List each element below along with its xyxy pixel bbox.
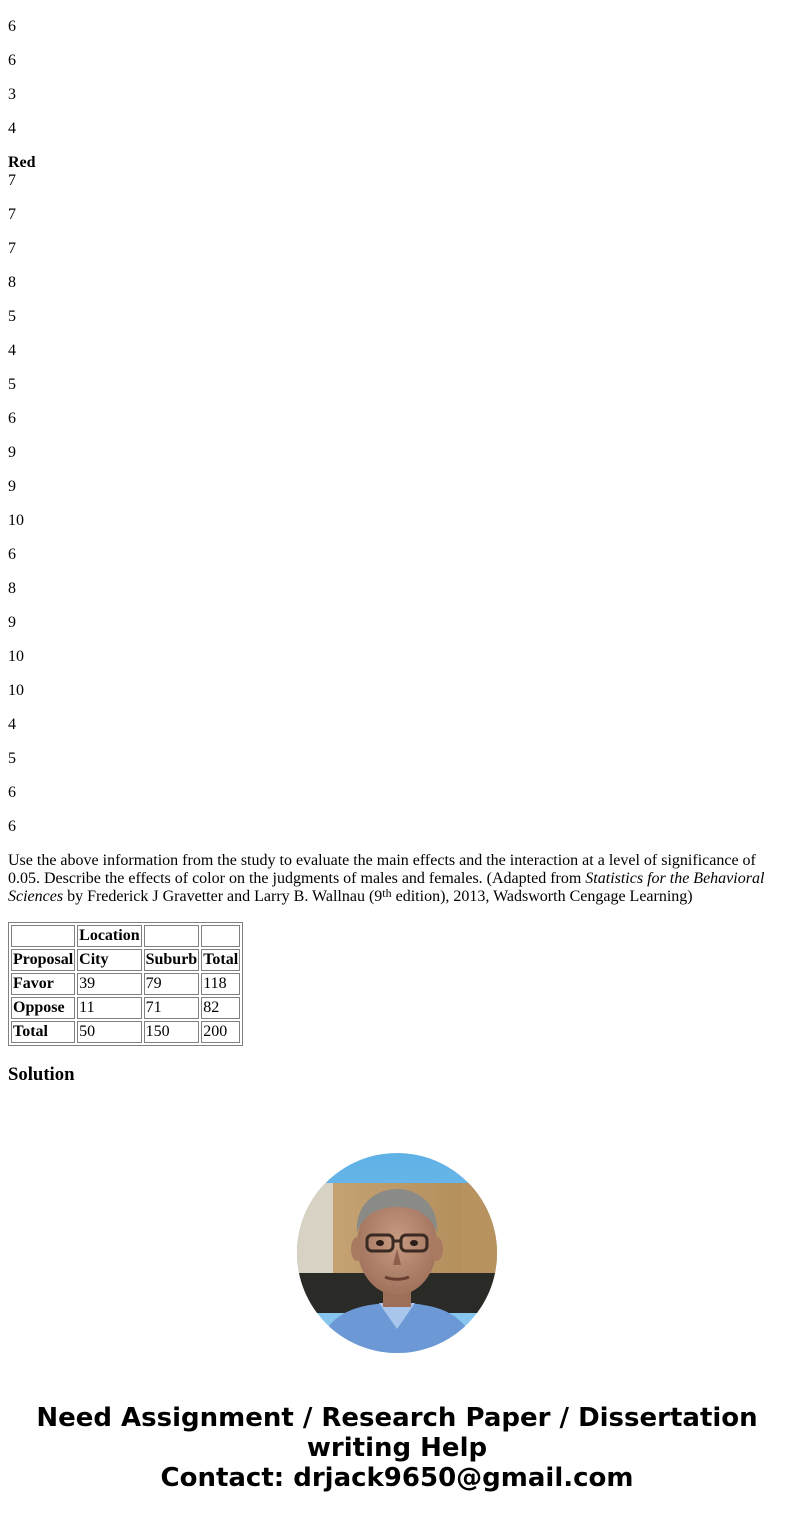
number-line: 10 — [8, 648, 24, 665]
number-line: 6 — [8, 546, 16, 563]
table-cell: 118 — [201, 973, 240, 995]
table-row — [11, 1021, 240, 1043]
table-cell: 150 — [144, 1021, 200, 1043]
table-cell: 11 — [77, 997, 141, 1019]
avatar-portrait-image — [297, 1153, 497, 1353]
table-cell: 82 — [201, 997, 240, 1019]
contingency-table — [8, 922, 243, 1046]
number-line: 4 — [8, 120, 16, 137]
table-cell — [201, 925, 240, 947]
table-cell: 79 — [144, 973, 200, 995]
table-header-cell: Proposal — [11, 949, 75, 971]
avatar — [297, 1153, 497, 1353]
top-number-list — [8, 0, 786, 138]
number-line: 8 — [8, 274, 16, 291]
number-line: 5 — [8, 308, 16, 325]
table-cell: 200 — [201, 1021, 240, 1043]
question-paragraph — [8, 852, 786, 906]
table-cell — [144, 925, 200, 947]
table-row-header: Oppose — [11, 997, 75, 1019]
paragraph-text: edition), 2013, Wadsworth Cengage Learning) — [391, 888, 693, 905]
number-line: 4 — [8, 342, 16, 359]
number-line: 6 — [8, 52, 16, 69]
number-line: 4 — [8, 716, 16, 733]
table-row — [11, 949, 240, 971]
table-row-header: Favor — [11, 973, 75, 995]
table-header-cell: Total — [201, 949, 240, 971]
table-header-cell: Suburb — [144, 949, 200, 971]
number-line: 9 — [8, 614, 16, 631]
table-cell: 39 — [77, 973, 141, 995]
promo-contact: Contact: drjack9650@gmail.com — [160, 1463, 634, 1493]
table-row — [11, 973, 240, 995]
table-row — [11, 925, 240, 947]
number-line: 10 — [8, 682, 24, 699]
number-line — [8, 0, 786, 2]
book-title: Statistics for the Behavioral Sciences — [8, 870, 765, 905]
number-line: 7 — [8, 172, 16, 189]
promo-banner — [0, 1403, 794, 1493]
table-header-cell: City — [77, 949, 141, 971]
number-line: 10 — [8, 512, 24, 529]
table-row-header: Total — [11, 1021, 75, 1043]
table-cell — [11, 925, 75, 947]
number-line: 8 — [8, 580, 16, 597]
number-line: 9 — [8, 478, 16, 495]
table-cell: 50 — [77, 1021, 141, 1043]
number-line: 6 — [8, 784, 16, 801]
number-line: 5 — [8, 750, 16, 767]
red-group-label: Red — [8, 154, 36, 171]
number-line: 5 — [8, 376, 16, 393]
edition-superscript: th — [382, 886, 392, 900]
promo-line: Need Assignment / Research Paper / Dissertation — [36, 1403, 758, 1433]
number-line: 6 — [8, 818, 16, 835]
promo-line: writing Help — [306, 1433, 488, 1463]
number-line: 9 — [8, 444, 16, 461]
paragraph-text: by Frederick J Gravetter and Larry B. Wallnau (9 — [63, 888, 383, 905]
number-line: 7 — [8, 206, 16, 223]
number-line: 6 — [8, 18, 16, 35]
red-number-list — [8, 172, 786, 836]
number-line: 6 — [8, 410, 16, 427]
document-content — [8, 0, 786, 1086]
solution-heading: Solution — [8, 1064, 75, 1085]
number-line: 3 — [8, 86, 16, 103]
table-cell: 71 — [144, 997, 200, 1019]
table-header-cell: Location — [77, 925, 141, 947]
table-row — [11, 997, 240, 1019]
number-line: 7 — [8, 240, 16, 257]
paragraph-text: Use the above information from the study to evaluate the main effects and the interaction at a level of significance of 0.05. Describe the effects of color on the judgments of males and females. (Adapted from — [8, 852, 756, 887]
